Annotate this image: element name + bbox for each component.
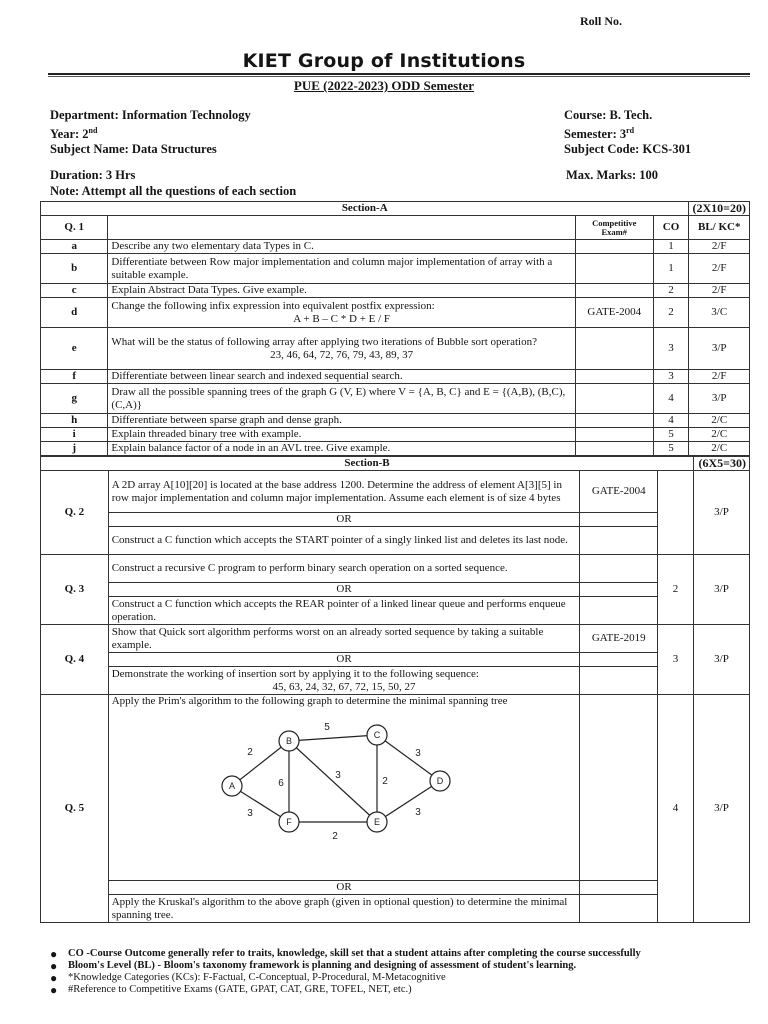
section-a-header-row (41, 202, 750, 216)
table-row (41, 254, 750, 284)
question-co (658, 471, 694, 555)
exam-meta-left (50, 108, 251, 157)
question-text: Differentiate between sparse graph and dense graph. (108, 414, 576, 428)
question-exam (575, 284, 653, 298)
question-label: b (41, 254, 108, 284)
question-bl: 2/C (689, 428, 750, 442)
question-label: c (41, 284, 108, 298)
graph-node-label: F (285, 817, 292, 827)
section-a-title: Section-A (41, 202, 689, 216)
question-text-line: What will be the status of following array after applying two iterations of Bubble sort operation? (111, 335, 537, 348)
footnotes (50, 947, 758, 997)
question-exam (580, 667, 658, 695)
question-bl: 2/C (689, 442, 750, 456)
question-exam (575, 428, 653, 442)
graph-edge-de (377, 781, 440, 822)
table-row (41, 414, 750, 428)
question-bl: 3/P (689, 328, 750, 370)
question-text: Apply the Kruskal's algorithm to the above graph (given in optional question) to determine the minimal spanning tree. (108, 895, 580, 923)
table-row (41, 240, 750, 254)
edge-weight: 2 (381, 776, 388, 787)
max-marks: Max. Marks: 100 (566, 168, 658, 182)
or-label: OR (108, 583, 580, 597)
exam-meta-right (564, 108, 691, 157)
question-bl: 3/P (689, 384, 750, 414)
table-row (41, 298, 750, 328)
question-label: h (41, 414, 108, 428)
question-text: Explain balance factor of a node in an AVL tree. Give example. (108, 442, 576, 456)
question-co: 1 (653, 254, 689, 284)
graph-node-label: A (228, 781, 235, 791)
edge-weight: 3 (334, 770, 341, 781)
table-row (41, 442, 750, 456)
section-a-marks: (2X10=20) (689, 202, 750, 216)
question-co: 2 (658, 555, 694, 625)
table-row (41, 370, 750, 384)
question-exam (580, 881, 658, 895)
table-row (41, 328, 750, 370)
question-label: j (41, 442, 108, 456)
bullet-icon: ● (50, 959, 58, 973)
question-text-line: Apply the Prim's algorithm to the following graph to determine the minimal spanning tree (111, 695, 508, 707)
question-label: Q. 2 (41, 471, 109, 555)
header-rule (48, 73, 750, 75)
question-label: g (41, 384, 108, 414)
question-text: Construct a C function which accepts the REAR pointer of a linked linear queue and performs enqueue operation. (108, 597, 580, 625)
question-exam (580, 583, 658, 597)
question-co: 2 (653, 298, 689, 328)
or-label: OR (108, 653, 580, 667)
question-bl: 3/P (693, 471, 749, 555)
col-competitive-exam: Competitive Exam# (575, 216, 653, 240)
section-b-header-row (41, 457, 750, 471)
question-co: 2 (653, 284, 689, 298)
question-label: e (41, 328, 108, 370)
bullet-icon: ● (50, 947, 58, 961)
question-co: 3 (653, 328, 689, 370)
question-exam (575, 384, 653, 414)
question-bl: 3/P (693, 555, 749, 625)
graph-edge-bc (289, 735, 377, 741)
graph-node-label: B (285, 736, 292, 746)
graph-node-label: C (373, 730, 380, 740)
table-row (41, 695, 750, 881)
bullet-icon: ● (50, 983, 58, 997)
question-text (108, 667, 580, 695)
question-text: Explain Abstract Data Types. Give example. (108, 284, 576, 298)
bullet-icon: ● (50, 971, 58, 985)
subject-name: Subject Name: Data Structures (50, 142, 217, 157)
question-co: 4 (658, 695, 694, 923)
table-row (41, 895, 750, 923)
question-co: 3 (658, 625, 694, 695)
col-question-text (108, 216, 576, 240)
question-bl: 2/F (689, 284, 750, 298)
or-row (41, 513, 750, 527)
question-exam (575, 442, 653, 456)
question-exam (580, 695, 658, 881)
question-exam: GATE-2004 (575, 298, 653, 328)
question-exam (580, 597, 658, 625)
question-text: Differentiate between Row major implementation and column major implementation of array with a suitable example. (108, 254, 576, 284)
section-a-table (40, 201, 750, 456)
table-row (41, 555, 750, 583)
question-exam (575, 254, 653, 284)
graph-edge-be (289, 741, 377, 822)
question-exam: GATE-2019 (580, 625, 658, 653)
institution-title: KIET Group of Institutions (242, 50, 526, 72)
question-text: Draw all the possible spanning trees of the graph G (V, E) where V = {A, B, C} and E = {(A,B), (B,C), (C,A)} (108, 384, 576, 414)
or-label: OR (108, 513, 580, 527)
question-sequence: 23, 46, 64, 72, 76, 79, 43, 89, 37 (270, 348, 414, 361)
or-row (41, 583, 750, 597)
course: Course: B. Tech. (564, 108, 653, 122)
question-text: Construct a C function which accepts the START pointer of a singly linked list and deletes its last node. (108, 527, 580, 555)
table-row (41, 428, 750, 442)
question-label: i (41, 428, 108, 442)
question-co: 4 (653, 384, 689, 414)
question-exam (580, 513, 658, 527)
question-bl: 3/P (693, 695, 749, 923)
edge-weight: 3 (414, 807, 421, 818)
semester: Semester: 3rd (564, 126, 635, 142)
col-co: CO (653, 216, 689, 240)
footnote-item: ● Bloom's Level (BL) - Bloom's taxonomy framework is planning and designing of assessment of student's learning. (50, 959, 577, 973)
question-co: 5 (653, 442, 689, 456)
column-header-row (41, 216, 750, 240)
table-row (41, 284, 750, 298)
subject-code: Subject Code: KCS-301 (564, 142, 692, 157)
question-text (108, 328, 576, 370)
edge-weight: 3 (246, 808, 253, 819)
question-text: Differentiate between linear search and indexed sequential search. (108, 370, 576, 384)
table-row (41, 471, 750, 513)
or-label: OR (108, 881, 580, 895)
or-row (41, 653, 750, 667)
question-bl: 2/C (689, 414, 750, 428)
roll-no-label: Roll No. (580, 14, 622, 28)
question-text: Show that Quick sort algorithm performs worst on an already sorted sequence by taking a suitable example. (108, 625, 580, 653)
question-label: Q. 4 (41, 625, 109, 695)
col-bl-kc: BL/ KC* (689, 216, 750, 240)
question-bl: 2/F (689, 370, 750, 384)
question-text (108, 695, 580, 881)
question-text (108, 298, 576, 328)
question-text: Explain threaded binary tree with example. (108, 428, 576, 442)
question-exam (575, 370, 653, 384)
question-label: a (41, 240, 108, 254)
graph-node-label: E (373, 817, 380, 827)
question-exam (575, 240, 653, 254)
year: Year: 2nd (50, 126, 98, 142)
or-row (41, 881, 750, 895)
question-label: d (41, 298, 108, 328)
col-question: Q. 1 (41, 216, 108, 240)
footnote-item: ● #Reference to Competitive Exams (GATE, GPAT, CAT, GRE, TOFEL, NET, etc.) (50, 983, 412, 997)
question-exam (575, 328, 653, 370)
question-exam (580, 653, 658, 667)
question-text-line: Change the following infix expression into equivalent postfix expression: (111, 299, 435, 312)
question-exam (580, 895, 658, 923)
weighted-graph (212, 714, 512, 844)
duration: Duration: 3 Hrs (50, 168, 136, 182)
edge-weight: 6 (277, 778, 284, 789)
question-bl: 3/C (689, 298, 750, 328)
question-label: Q. 5 (41, 695, 109, 923)
edge-weight: 2 (331, 831, 338, 842)
footnote-item: ● CO -Course Outcome generally refer to traits, knowledge, skill set that a student attains after completing the course successfully (50, 947, 641, 961)
edge-weight: 2 (246, 747, 253, 758)
question-exam: GATE-2004 (580, 471, 658, 513)
department: Department: Information Technology (50, 108, 251, 122)
question-co: 3 (653, 370, 689, 384)
semester-title: PUE (2022-2023) ODD Semester (293, 78, 475, 93)
question-text: A 2D array A[10][20] is located at the base address 1200. Determine the address of element A[3][5] in row major implementation and column major implementation. Assume each element is of size 4 bytes (108, 471, 580, 513)
question-bl: 2/F (689, 240, 750, 254)
table-row (41, 625, 750, 653)
question-expression: A + B – C * D + E / F (293, 312, 391, 325)
question-text: Construct a recursive C program to perform binary search operation on a sorted sequence. (108, 555, 580, 583)
table-row (41, 667, 750, 695)
section-b-marks: (6X5=30) (693, 457, 749, 471)
section-b-title: Section-B (41, 457, 694, 471)
graph-node-label: D (436, 776, 443, 786)
table-row (41, 384, 750, 414)
header-rule-thin (48, 76, 750, 77)
footnote-item: ● *Knowledge Categories (KCs): F-Factual, C-Conceptual, P-Procedural, M-Metacognitive (50, 971, 446, 985)
edge-weight: 5 (323, 722, 330, 733)
table-row (41, 527, 750, 555)
graph-edge-cd (377, 735, 440, 781)
question-label: Q. 3 (41, 555, 109, 625)
question-bl: 2/F (689, 254, 750, 284)
table-row (41, 597, 750, 625)
instructions-note: Note: Attempt all the questions of each section (50, 184, 297, 198)
question-exam (575, 414, 653, 428)
question-co: 5 (653, 428, 689, 442)
question-exam (580, 527, 658, 555)
question-text: Describe any two elementary data Types in C. (108, 240, 576, 254)
question-sequence: 45, 63, 24, 32, 67, 72, 15, 50, 27 (272, 680, 416, 693)
question-co: 1 (653, 240, 689, 254)
question-co: 4 (653, 414, 689, 428)
question-bl: 3/P (693, 625, 749, 695)
section-b-table (40, 456, 750, 923)
question-text-line: Demonstrate the working of insertion sort by applying it to the following sequence: (111, 667, 479, 680)
edge-weight: 3 (414, 748, 421, 759)
question-label: f (41, 370, 108, 384)
question-exam (580, 555, 658, 583)
